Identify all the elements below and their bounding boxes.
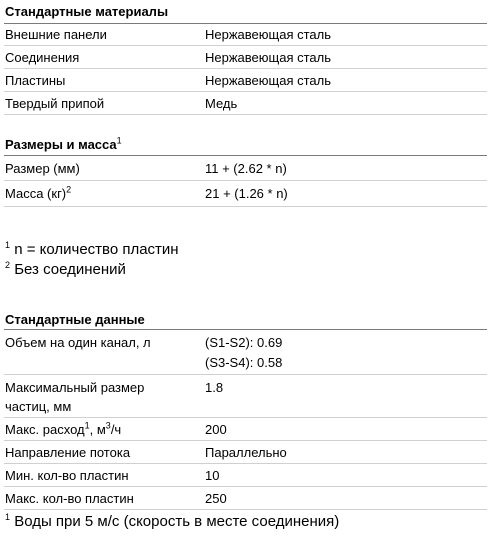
row-value-connections: Нержавеющая сталь <box>205 50 331 65</box>
row-label-brazing: Твердый припой <box>5 96 105 111</box>
min-plates-value: 10 <box>205 468 220 483</box>
row-label-connections: Соединения <box>5 50 80 65</box>
divider <box>4 23 487 24</box>
divider <box>4 155 487 156</box>
mass-label: Масса (кг)$^2$ <box>5 184 72 201</box>
row-value-outer-panels: Нержавеющая сталь <box>205 27 331 42</box>
particle-size-label-line2: частиц, мм <box>5 399 72 414</box>
row-label-plates: Пластины <box>5 73 66 88</box>
divider <box>4 486 487 487</box>
volume-label: Объем на один канал, л <box>5 335 151 350</box>
divider <box>4 509 487 510</box>
divider <box>4 440 487 441</box>
max-plates-value: 250 <box>205 491 227 506</box>
section-title-dimensions-mass: Размеры и масса$^1$ <box>5 135 122 152</box>
divider <box>4 417 487 418</box>
footnote-no-connections: $^2$ Без соединений <box>5 260 126 278</box>
particle-size-value: 1.8 <box>205 380 224 395</box>
divider <box>4 374 487 375</box>
mass-value: 21 + (1.26 * n) <box>205 186 288 201</box>
divider <box>4 180 487 181</box>
section-title-standard-materials: Стандартные материалы <box>5 4 169 19</box>
divider <box>4 463 487 464</box>
section-title-standard-data: Стандартные данные <box>5 312 145 327</box>
particle-size-label-line1: Максимальный размер <box>5 380 145 395</box>
size-label: Размер (мм) <box>5 161 80 176</box>
row-value-brazing: Медь <box>205 96 238 111</box>
row-label-outer-panels: Внешние панели <box>5 27 107 42</box>
volume-value-s3-s4: (S3-S4): 0.58 <box>205 355 283 370</box>
divider <box>4 329 487 330</box>
row-value-plates: Нержавеющая сталь <box>205 73 331 88</box>
max-plates-label: Макс. кол-во пластин <box>5 491 134 506</box>
footnote-water-speed: $^1$ Воды при 5 м/с (скорость в месте соединения) <box>5 512 340 530</box>
min-plates-label: Мин. кол-во пластин <box>5 468 129 483</box>
flow-direction-label: Направление потока <box>5 445 131 460</box>
size-value: 11 + (2.62 * n) <box>205 161 287 176</box>
divider <box>4 91 487 92</box>
volume-value-s1-s2: (S1-S2): 0.69 <box>205 335 283 350</box>
flow-direction-value: Параллельно <box>205 445 287 460</box>
divider <box>4 68 487 69</box>
divider <box>4 114 487 115</box>
divider <box>4 206 487 207</box>
max-flow-value: 200 <box>205 422 227 437</box>
footnote-plates-count: $^1$ n = количество пластин <box>5 240 179 258</box>
divider <box>4 45 487 46</box>
max-flow-label: Макс. расход$^1$, $м^3/ч$ <box>5 420 122 437</box>
